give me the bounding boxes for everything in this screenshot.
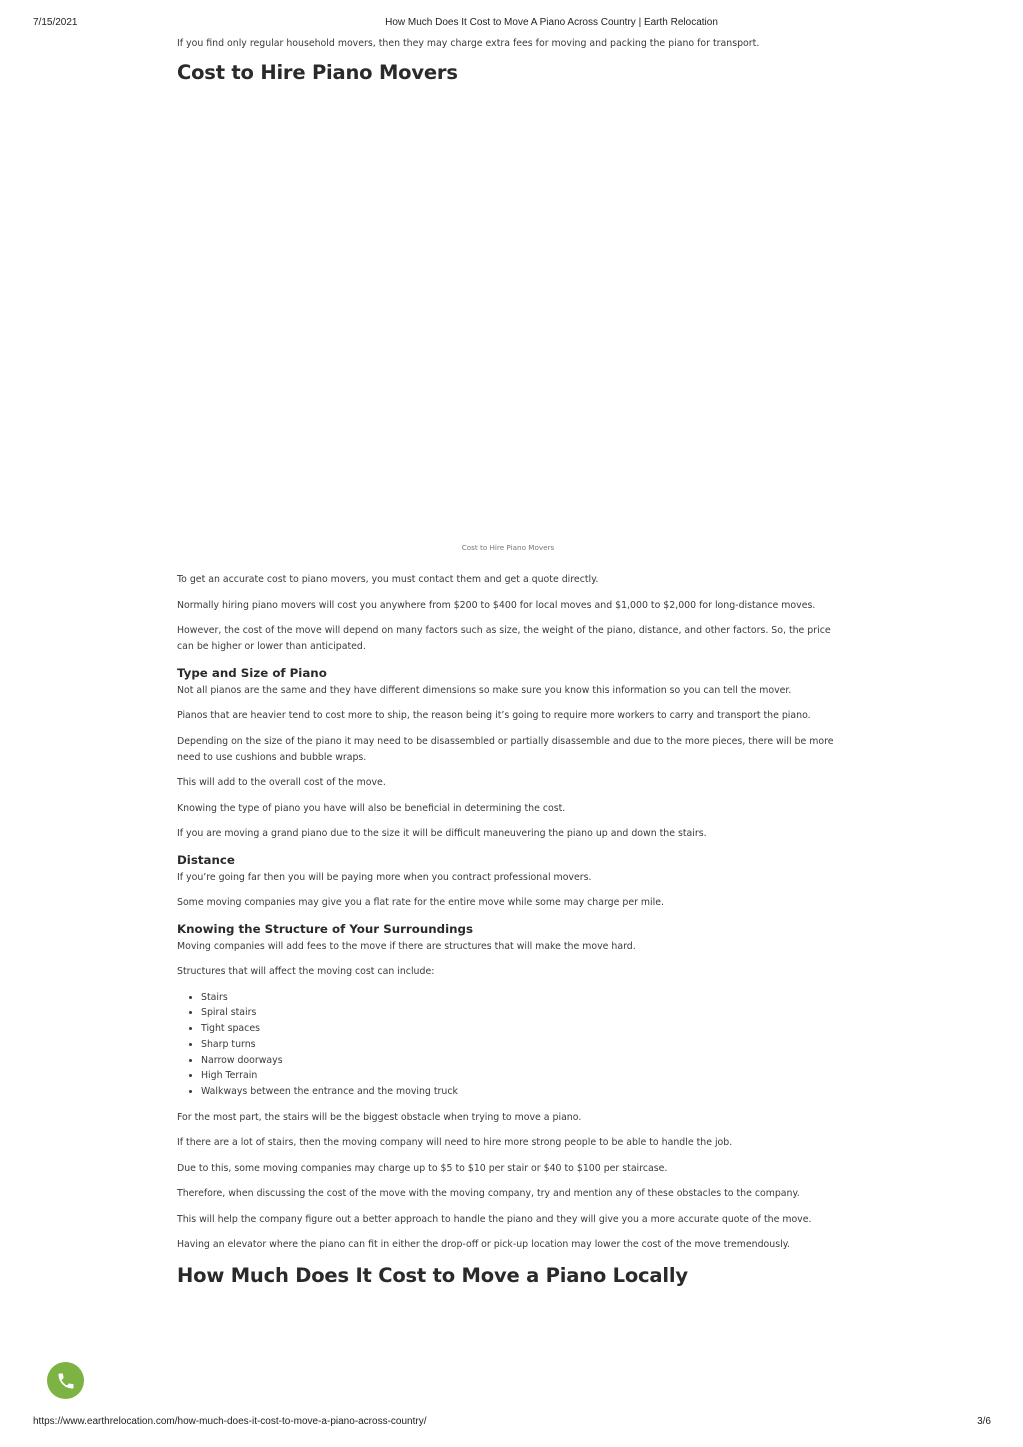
paragraph: To get an accurate cost to piano movers, you must contact them and get a quote directly. — [177, 574, 599, 585]
paragraph: This will add to the overall cost of the move. — [177, 777, 386, 788]
section-title-move-locally: How Much Does It Cost to Move a Piano Locally — [177, 1263, 688, 1287]
paragraph: Moving companies will add fees to the move if there are structures that will make the move hard. — [177, 940, 636, 952]
subheading-type-and-size: Type and Size of Piano — [177, 665, 327, 680]
paragraph: Normally hiring piano movers will cost you anywhere from $200 to $400 for local moves and $1,000 to $2,000 for long-distance moves. — [177, 599, 816, 611]
article-body — [177, 36, 839, 1289]
paragraph: Not all pianos are the same and they have different dimensions so make sure you know this information so you can tell the mover. — [177, 684, 792, 696]
print-footer — [0, 1416, 1023, 1430]
paragraph: For the most part, the stairs will be the biggest obstacle when trying to move a piano. — [177, 1111, 582, 1123]
print-page-number: 3/6 — [977, 1416, 991, 1427]
paragraph: Pianos that are heavier tend to cost more to ship, the reason being it’s going to require more workers to carry and transport the piano. — [177, 710, 811, 721]
print-date: 7/15/2021 — [33, 17, 78, 28]
phone-icon — [56, 1371, 76, 1391]
paragraph: Therefore, when discussing the cost of the move with the moving company, try and mention any of these obstacles to the company. — [177, 1188, 800, 1200]
list-item: • Spiral stairs — [201, 1005, 839, 1021]
paragraph: If you’re going far then you will be paying more when you contract professional movers. — [177, 871, 592, 883]
print-url: https://www.earthrelocation.com/how-much-does-it-cost-to-move-a-piano-across-country/ — [33, 1416, 427, 1427]
print-header — [0, 17, 1023, 31]
paragraph: Depending on the size of the piano it may need to be disassembled or partially disassemble and due to the more pieces, there will be more need to use cushions and bubble wraps. — [177, 735, 834, 763]
subheading-structure: Knowing the Structure of Your Surroundings — [177, 921, 474, 936]
section-title-cost-to-hire: Cost to Hire Piano Movers — [177, 61, 458, 84]
figure-caption: Cost to Hire Piano Movers — [461, 543, 555, 552]
paragraph: If there are a lot of stairs, then the moving company will need to hire more strong people to be able to handle the job. — [177, 1137, 733, 1149]
structures-list — [177, 990, 839, 1101]
paragraph: Having an elevator where the piano can fit in either the drop-off or pick-up location may lower the cost of the move tremendously. — [177, 1239, 790, 1251]
paragraph: Structures that will affect the moving cost can include: — [177, 966, 435, 977]
list-item: • Stairs — [201, 990, 839, 1006]
paragraph: Knowing the type of piano you have will also be beneficial in determining the cost. — [177, 802, 566, 814]
paragraph: Some moving companies may give you a flat rate for the entire move while some may charge per mile. — [177, 897, 665, 908]
list-item: • Tight spaces — [201, 1021, 839, 1037]
paragraph: However, the cost of the move will depend on many factors such as size, the weight of the piano, distance, and other factors. So, the price can be higher or lower than anticipated. — [177, 625, 831, 652]
subheading-distance: Distance — [177, 852, 235, 867]
list-item: • Narrow doorways — [201, 1053, 839, 1069]
list-item: • Walkways between the entrance and the moving truck — [201, 1084, 839, 1100]
list-item: • Sharp turns — [201, 1037, 839, 1053]
paragraph: Due to this, some moving companies may charge up to $5 to $10 per stair or $40 to $100 per staircase. — [177, 1162, 668, 1174]
print-page-title: How Much Does It Cost to Move A Piano Across Country | Earth Relocation — [385, 17, 718, 28]
paragraph: This will help the company figure out a better approach to handle the piano and they will give you a more accurate quote of the move. — [177, 1213, 812, 1225]
list-item: • High Terrain — [201, 1068, 839, 1084]
call-button[interactable] — [47, 1362, 84, 1399]
paragraph: If you are moving a grand piano due to the size it will be difficult maneuvering the piano up and down the stairs. — [177, 828, 707, 839]
figure-cost-to-hire — [177, 86, 839, 553]
intro-paragraph: If you find only regular household movers, then they may charge extra fees for moving and packing the piano for transport. — [177, 38, 760, 49]
